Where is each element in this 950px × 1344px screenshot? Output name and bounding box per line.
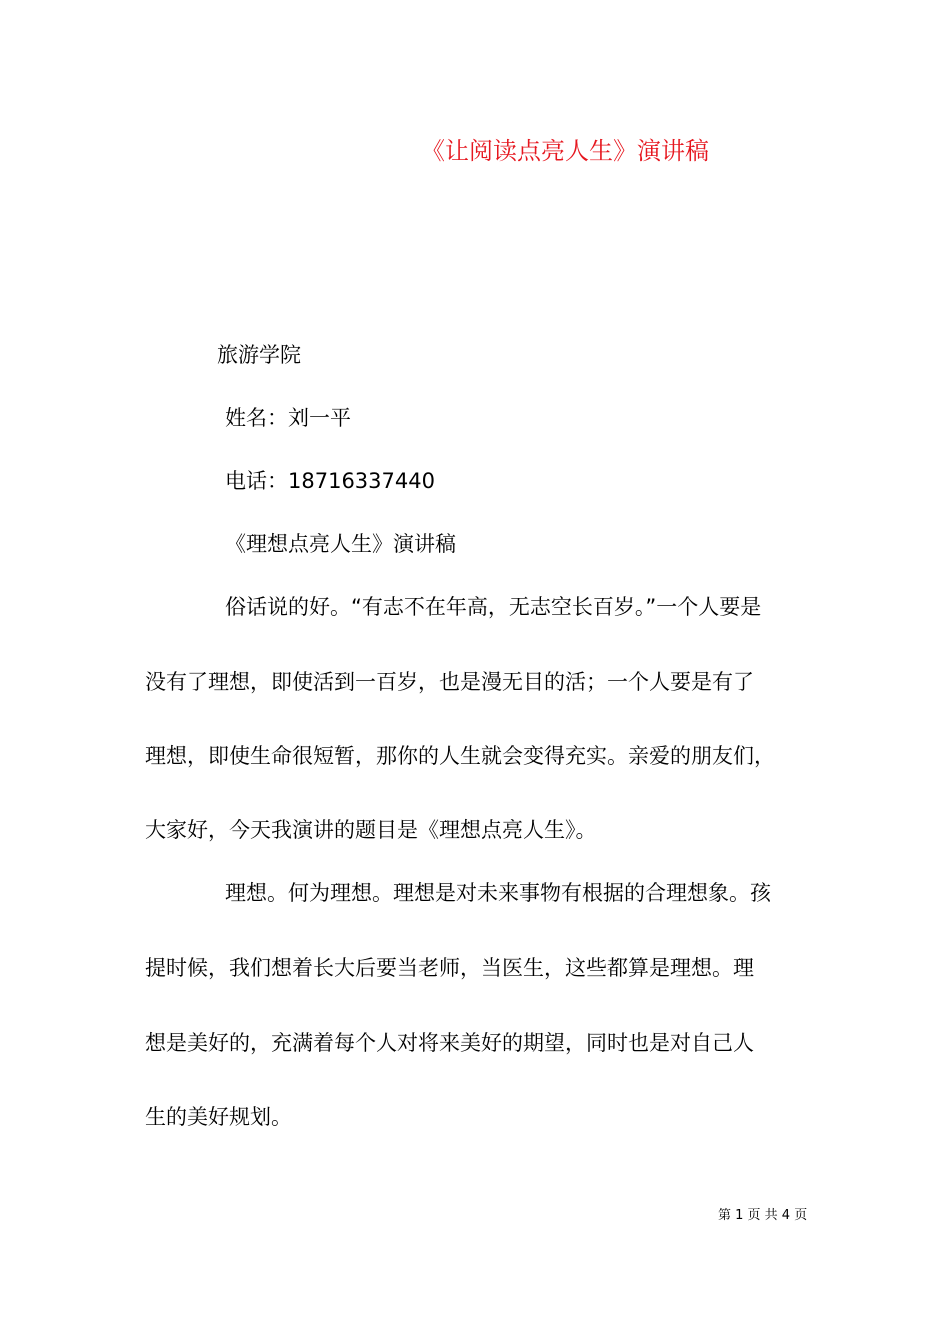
paragraph-1-line-1: 俗话说的好。“有志不在年高，无志空长百岁。”一个人要是: [225, 595, 762, 619]
paragraph-1-line-3: 理想，即使生命很短暂，那你的人生就会变得充实。亲爱的朋友们，: [145, 744, 775, 768]
document-title: 《让阅读点亮人生》演讲稿: [421, 137, 709, 165]
phone-line: 电话：18716337440: [225, 469, 435, 493]
page-footer: 第 1 页 共 4 页: [718, 1208, 808, 1223]
paragraph-1-line-2: 没有了理想，即使活到一百岁，也是漫无目的活；一个人要是有了: [145, 670, 754, 694]
name-line: 姓名：刘一平: [225, 406, 351, 430]
speech-title-line: 《理想点亮人生》演讲稿: [225, 532, 456, 556]
paragraph-2-line-2: 提时候，我们想着长大后要当老师，当医生，这些都算是理想。理: [145, 956, 754, 980]
paragraph-1-line-4: 大家好，今天我演讲的题目是《理想点亮人生》。: [145, 818, 597, 842]
paragraph-2-line-4: 生的美好规划。: [145, 1105, 292, 1129]
paragraph-2-line-3: 想是美好的，充满着每个人对将来美好的期望，同时也是对自己人: [145, 1031, 754, 1055]
school-line: 旅游学院: [217, 343, 301, 367]
paragraph-2-line-1: 理想。何为理想。理想是对未来事物有根据的合理想象。孩: [225, 881, 771, 905]
